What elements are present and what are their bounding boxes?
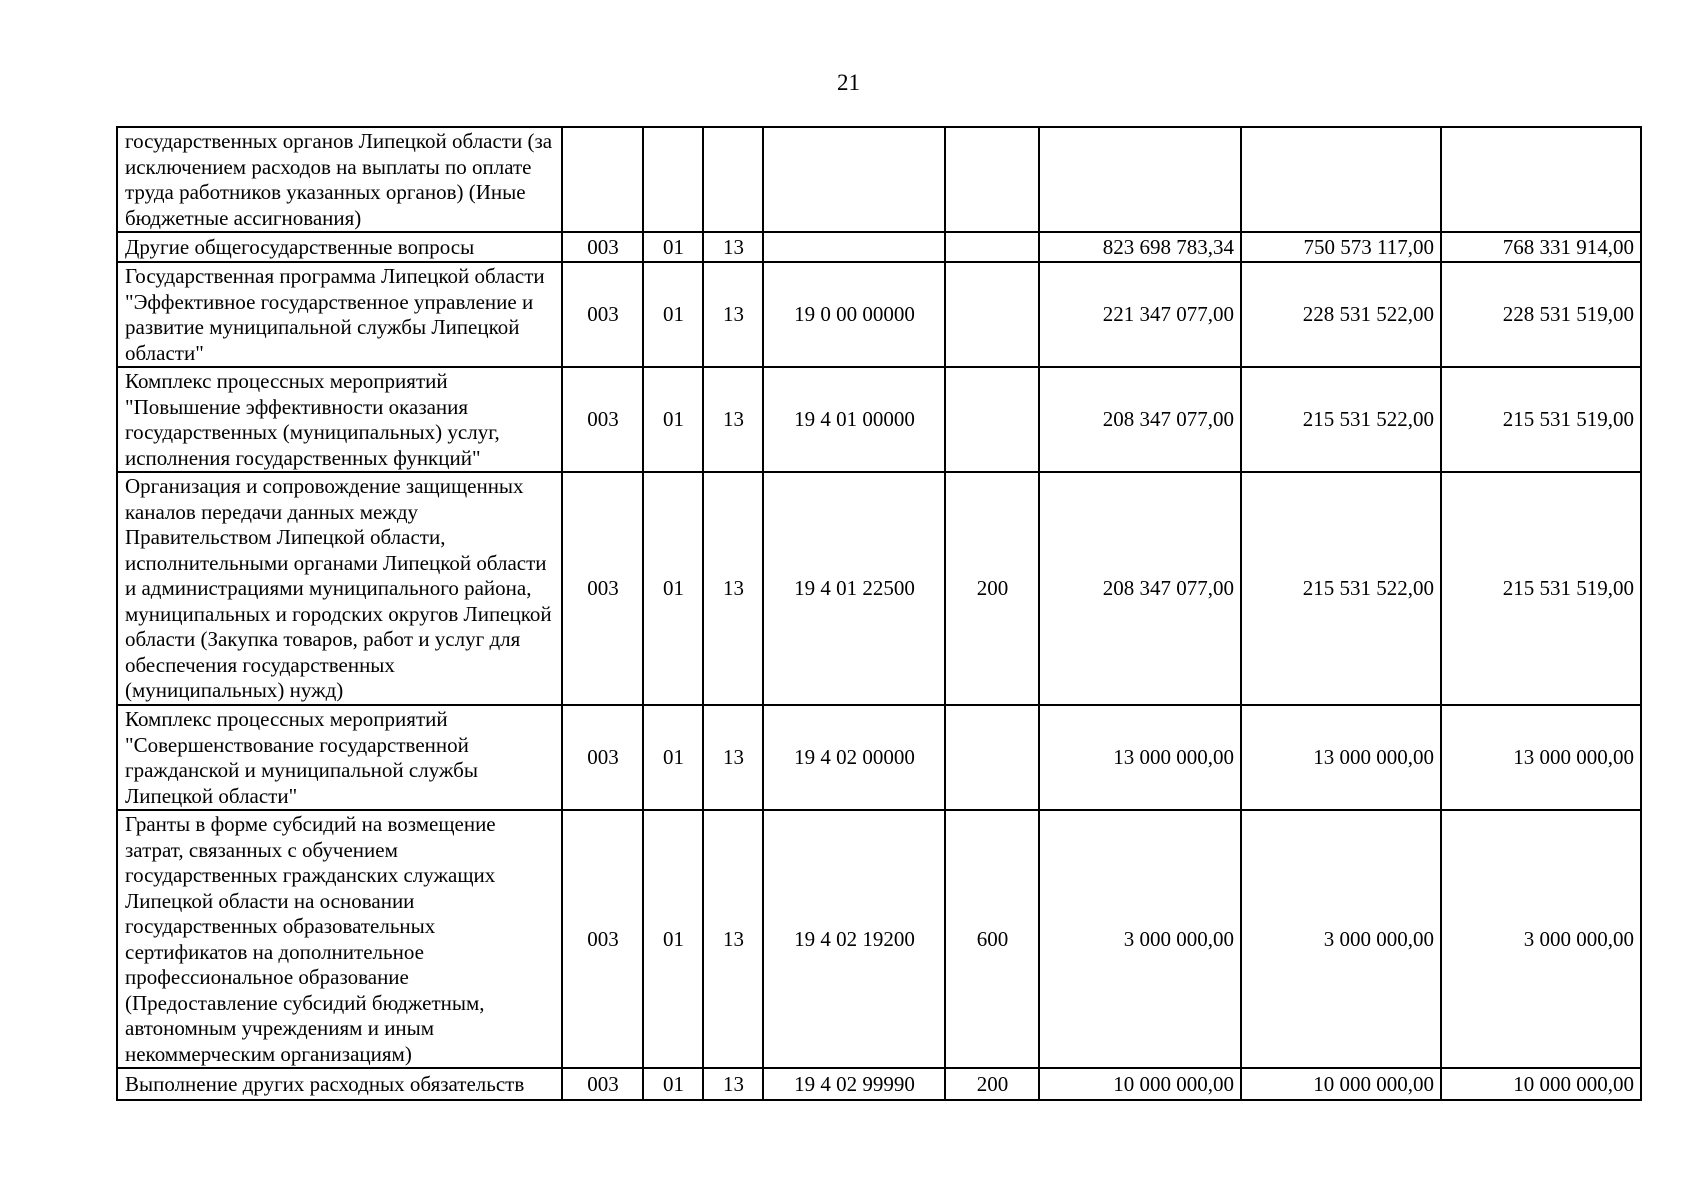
row-csr: 19 4 02 19200 bbox=[763, 810, 945, 1068]
row-name: Комплекс процессных мероприятий "Повышение эффективности оказания государственных (муниципальных) услуг, исполнения государственных функций" bbox=[117, 367, 562, 472]
row-pr: 13 bbox=[703, 262, 763, 367]
row-rz: 01 bbox=[643, 472, 703, 705]
row-sum-1 bbox=[1039, 127, 1241, 232]
row-sum-1: 3 000 000,00 bbox=[1039, 810, 1241, 1068]
budget-table bbox=[116, 126, 1642, 1101]
row-pr: 13 bbox=[703, 472, 763, 705]
row-ved: 003 bbox=[562, 472, 643, 705]
row-vr: 200 bbox=[945, 1068, 1039, 1100]
row-sum-2 bbox=[1241, 127, 1441, 232]
table-row bbox=[117, 262, 1641, 367]
row-name: Организация и сопровождение защищенных каналов передачи данных между Правительством Липецкой области, исполнительными органами Липецкой области и администрациями муниципального района, муниципальных и городских округов Липецкой области (Закупка товаров, работ и услуг для обеспечения государственных (муниципальных) нужд) bbox=[117, 472, 562, 705]
row-sum-3: 768 331 914,00 bbox=[1441, 232, 1641, 262]
row-sum-1: 10 000 000,00 bbox=[1039, 1068, 1241, 1100]
row-vr bbox=[945, 127, 1039, 232]
row-name: Выполнение других расходных обязательств bbox=[117, 1068, 562, 1100]
row-name: Комплекс процессных мероприятий "Совершенствование государственной гражданской и муниципальной службы Липецкой области" bbox=[117, 705, 562, 810]
row-sum-1: 208 347 077,00 bbox=[1039, 472, 1241, 705]
row-pr bbox=[703, 127, 763, 232]
row-sum-3 bbox=[1441, 127, 1641, 232]
row-pr: 13 bbox=[703, 1068, 763, 1100]
row-vr: 200 bbox=[945, 472, 1039, 705]
row-sum-2: 228 531 522,00 bbox=[1241, 262, 1441, 367]
row-name: Государственная программа Липецкой области "Эффективное государственное управление и развитие муниципальной службы Липецкой области" bbox=[117, 262, 562, 367]
row-ved: 003 bbox=[562, 367, 643, 472]
row-name: Гранты в форме субсидий на возмещение затрат, связанных с обучением государственных гражданских служащих Липецкой области на основании государственных образовательных сертификатов на дополнительное профессиональное образование (Предоставление субсидий бюджетным, автономным учреждениям и иным некоммерческим организациям) bbox=[117, 810, 562, 1068]
row-csr: 19 0 00 00000 bbox=[763, 262, 945, 367]
row-rz: 01 bbox=[643, 810, 703, 1068]
row-ved: 003 bbox=[562, 232, 643, 262]
table-row bbox=[117, 472, 1641, 705]
row-ved: 003 bbox=[562, 1068, 643, 1100]
row-sum-3: 3 000 000,00 bbox=[1441, 810, 1641, 1068]
row-ved bbox=[562, 127, 643, 232]
row-vr: 600 bbox=[945, 810, 1039, 1068]
row-sum-3: 228 531 519,00 bbox=[1441, 262, 1641, 367]
table-row bbox=[117, 705, 1641, 810]
row-csr bbox=[763, 127, 945, 232]
row-sum-1: 13 000 000,00 bbox=[1039, 705, 1241, 810]
row-sum-3: 10 000 000,00 bbox=[1441, 1068, 1641, 1100]
table-row bbox=[117, 232, 1641, 262]
row-sum-2: 3 000 000,00 bbox=[1241, 810, 1441, 1068]
row-pr: 13 bbox=[703, 232, 763, 262]
table-row bbox=[117, 127, 1641, 232]
row-sum-1: 823 698 783,34 bbox=[1039, 232, 1241, 262]
row-sum-1: 221 347 077,00 bbox=[1039, 262, 1241, 367]
row-pr: 13 bbox=[703, 705, 763, 810]
row-csr: 19 4 02 99990 bbox=[763, 1068, 945, 1100]
row-rz: 01 bbox=[643, 367, 703, 472]
row-vr bbox=[945, 705, 1039, 810]
row-vr bbox=[945, 262, 1039, 367]
row-sum-2: 10 000 000,00 bbox=[1241, 1068, 1441, 1100]
row-rz: 01 bbox=[643, 232, 703, 262]
table-row bbox=[117, 367, 1641, 472]
row-vr bbox=[945, 367, 1039, 472]
row-ved: 003 bbox=[562, 810, 643, 1068]
row-sum-3: 215 531 519,00 bbox=[1441, 472, 1641, 705]
row-sum-1: 208 347 077,00 bbox=[1039, 367, 1241, 472]
row-pr: 13 bbox=[703, 367, 763, 472]
row-csr: 19 4 01 00000 bbox=[763, 367, 945, 472]
row-csr: 19 4 02 00000 bbox=[763, 705, 945, 810]
row-sum-2: 215 531 522,00 bbox=[1241, 472, 1441, 705]
row-sum-3: 13 000 000,00 bbox=[1441, 705, 1641, 810]
row-sum-3: 215 531 519,00 bbox=[1441, 367, 1641, 472]
table-row bbox=[117, 1068, 1641, 1100]
row-csr bbox=[763, 232, 945, 262]
row-ved: 003 bbox=[562, 705, 643, 810]
row-vr bbox=[945, 232, 1039, 262]
row-rz: 01 bbox=[643, 1068, 703, 1100]
row-sum-2: 215 531 522,00 bbox=[1241, 367, 1441, 472]
row-sum-2: 750 573 117,00 bbox=[1241, 232, 1441, 262]
page-number: 21 bbox=[837, 70, 860, 95]
row-rz: 01 bbox=[643, 262, 703, 367]
table-row bbox=[117, 810, 1641, 1068]
row-sum-2: 13 000 000,00 bbox=[1241, 705, 1441, 810]
row-rz bbox=[643, 127, 703, 232]
row-rz: 01 bbox=[643, 705, 703, 810]
row-ved: 003 bbox=[562, 262, 643, 367]
row-name: государственных органов Липецкой области (за исключением расходов на выплаты по оплате труда работников указанных органов) (Иные бюджетные ассигнования) bbox=[117, 127, 562, 232]
row-name: Другие общегосударственные вопросы bbox=[117, 232, 562, 262]
row-csr: 19 4 01 22500 bbox=[763, 472, 945, 705]
row-pr: 13 bbox=[703, 810, 763, 1068]
